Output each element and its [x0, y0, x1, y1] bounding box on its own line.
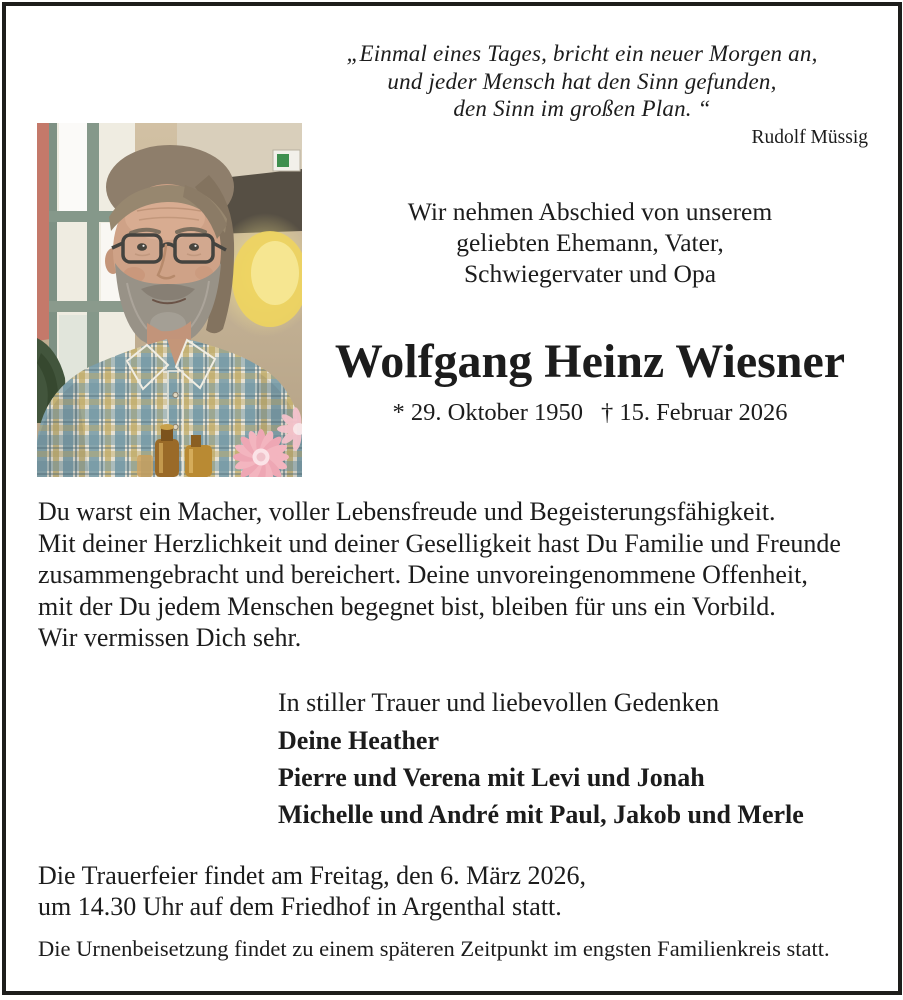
- mourners-block: [278, 687, 878, 833]
- life-dates: [320, 399, 860, 427]
- urn-burial-note: Die Urnenbeisetzung findet zu einem späteren Zeitpunkt im engsten Familienkreis statt.: [38, 936, 830, 961]
- eulogy-line: Wir vermissen Dich sehr.: [38, 623, 302, 652]
- memorial-quote: [322, 40, 842, 123]
- eulogy-line: Du warst ein Macher, voller Lebensfreude und Begeisterungsfähigkeit.: [38, 497, 776, 526]
- eulogy-line: Mit deiner Herzlichkeit und deiner Geselligkeit hast Du Familie und Freunde: [38, 528, 841, 558]
- deceased-name: Wolfgang Heinz Wiesner: [334, 335, 846, 388]
- mourning-intro: In stiller Trauer und liebevollen Gedenken: [278, 688, 720, 717]
- service-line: Die Trauerfeier findet am Freitag, den 6. März 2026,: [38, 861, 587, 890]
- intro-line: Wir nehmen Abschied von unserem: [407, 197, 773, 226]
- eulogy-line: mit der Du jedem Menschen begegnet bist, bleiben für uns ein Vorbild.: [38, 591, 776, 621]
- mourner-name: Michelle und André mit Paul, Jakob und Merle: [278, 800, 804, 829]
- death-date: † 15. Februar 2026: [601, 399, 788, 426]
- intro-line: geliebten Ehemann, Vater,: [456, 228, 724, 257]
- portrait-photo: [37, 123, 302, 477]
- mourner-name: Pierre und Verena mit Levi und Jonah: [278, 763, 705, 792]
- quote-attribution: Rudolf Müssig: [751, 127, 868, 148]
- service-line: um 14.30 Uhr auf dem Friedhof in Argenthal statt.: [38, 892, 562, 921]
- mourner-name: Deine Heather: [278, 726, 440, 755]
- quote-line: den Sinn im großen Plan. “: [453, 96, 711, 121]
- eulogy-line: zusammengebracht und bereichert. Deine unvoreingenommene Offenheit,: [38, 560, 808, 589]
- farewell-intro: [320, 196, 860, 289]
- intro-line: Schwiegervater und Opa: [463, 259, 717, 288]
- birth-date: * 29. Oktober 1950: [392, 399, 584, 426]
- funeral-service-info: [38, 860, 586, 922]
- portrait-illustration: [37, 123, 302, 477]
- eulogy-text: [38, 496, 878, 654]
- exit-sign: [273, 150, 300, 171]
- quote-line: „Einmal eines Tages, bricht ein neuer Morgen an,: [346, 41, 818, 66]
- quote-line: und jeder Mensch hat den Sinn gefunden,: [387, 68, 777, 94]
